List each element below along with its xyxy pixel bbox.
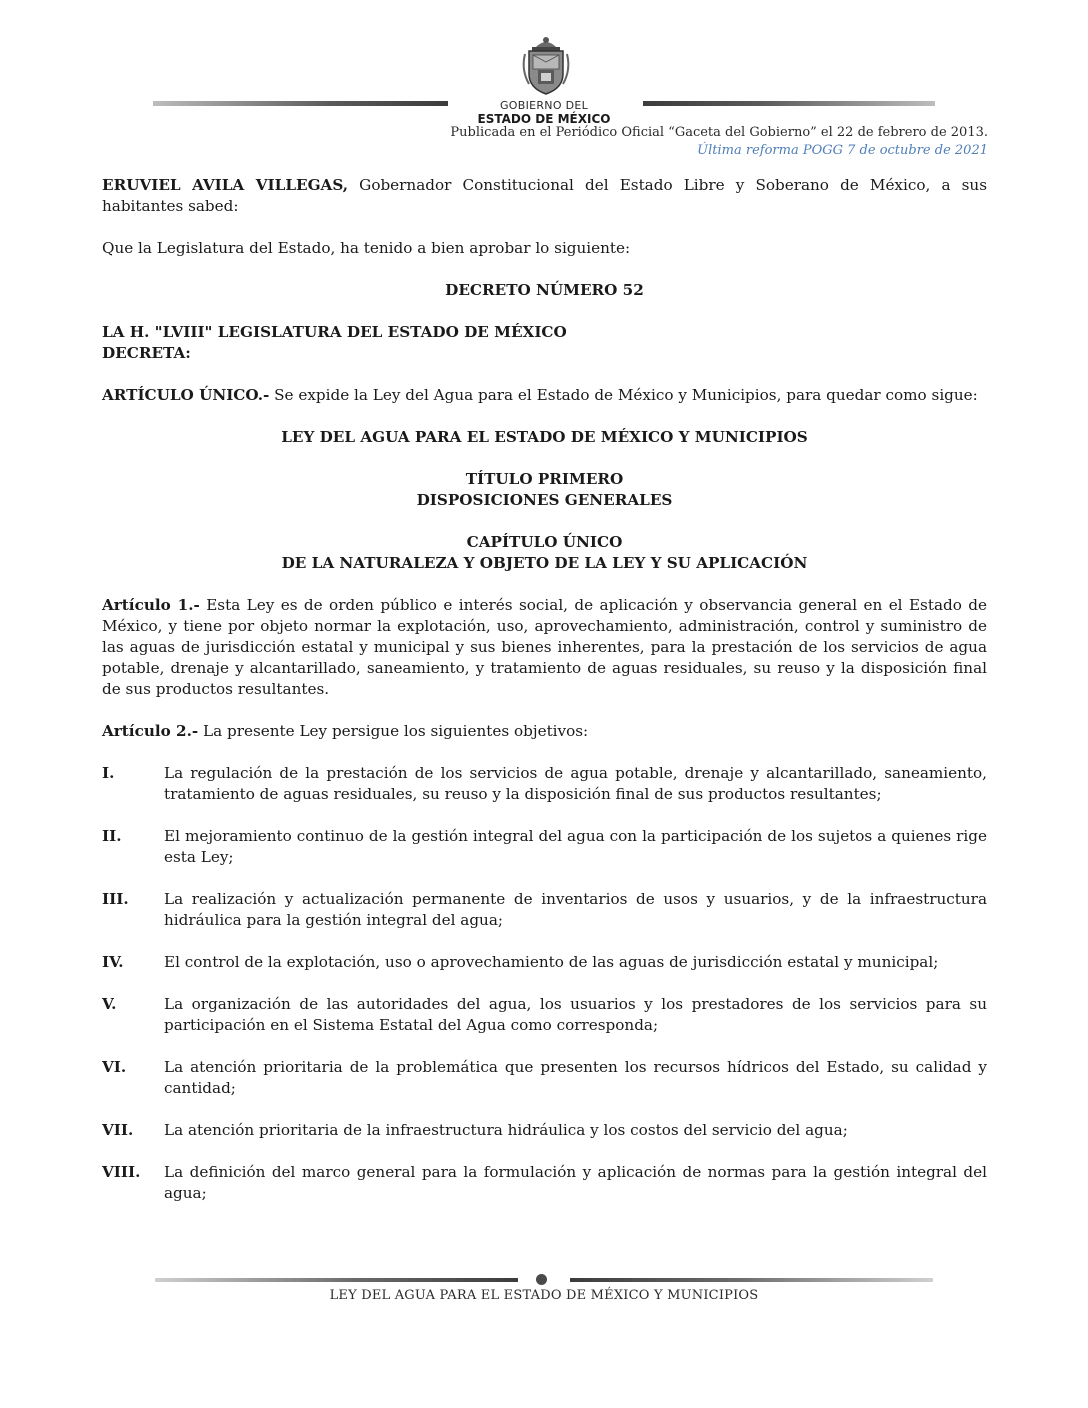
sole-article-text: Se expide la Ley del Agua para el Estado de México y Municipios, para quedar como sigue: [269, 386, 978, 404]
legislature-approval-paragraph: Que la Legislatura del Estado, ha tenido a bien aprobar lo siguiente: [102, 239, 631, 257]
objective-number: III. [102, 890, 129, 908]
document-body [102, 175, 987, 1225]
last-reform-note: Última reforma POGG 7 de octubre de 2021 [697, 143, 988, 158]
objective-text: La regulación de la prestación de los servicios de agua potable, drenaje y alcantarillado, saneamiento, tratamiento de aguas residuales, su reuso y la disposición final de sus productos resultantes; [164, 764, 987, 803]
chapter-subheading: DE LA NATURALEZA Y OBJETO DE LA LEY Y SU APLICACIÓN [281, 554, 808, 572]
publication-note: Publicada en el Periódico Oficial “Gaceta del Gobierno” el 22 de febrero de 2013. [450, 125, 988, 140]
objective-item [102, 1057, 987, 1099]
footer-ornament-dot [536, 1274, 547, 1285]
governor-name: ERUVIEL AVILA VILLEGAS, [102, 176, 349, 194]
objective-text: La realización y actualización permanente de inventarios de usos y usuarios, y de la infraestructura hidráulica para la gestión integral del agua; [164, 890, 987, 929]
objective-number: V. [102, 995, 117, 1013]
objective-text: La organización de las autoridades del agua, los usuarios y los prestadores de los servicios para su participación en el Sistema Estatal del Agua como corresponda; [164, 995, 987, 1034]
state-coat-of-arms-icon [515, 34, 577, 96]
government-name-line2: ESTADO DE MÉXICO [477, 112, 611, 126]
government-name-line1: GOBIERNO DEL [499, 99, 589, 112]
objective-number: II. [102, 827, 122, 845]
title-heading: TÍTULO PRIMERO [465, 470, 624, 488]
decree-number-heading: DECRETO NÚMERO 52 [445, 281, 644, 299]
chapter-heading: CAPÍTULO ÚNICO [466, 533, 623, 551]
header-rule-left [153, 101, 448, 106]
objective-number: IV. [102, 953, 124, 971]
objective-text: El control de la explotación, uso o aprovechamiento de las aguas de jurisdicción estatal y municipal; [164, 953, 939, 971]
article-2-label: Artículo 2.- [102, 722, 199, 740]
objective-number: VII. [102, 1121, 134, 1139]
law-title-heading: LEY DEL AGUA PARA EL ESTADO DE MÉXICO Y MUNICIPIOS [281, 428, 808, 446]
sole-article-label: ARTÍCULO ÚNICO.- [102, 386, 270, 404]
objective-text: La atención prioritaria de la infraestructura hidráulica y los costos del servicio del agua; [164, 1121, 848, 1139]
page-header [0, 0, 1088, 170]
objective-item [102, 826, 987, 868]
article-1-label: Artículo 1.- [102, 596, 200, 614]
footer-rule-right [570, 1278, 933, 1282]
footer-rule-left [155, 1278, 518, 1282]
objective-item [102, 1162, 987, 1204]
objective-text: El mejoramiento continuo de la gestión integral del agua con la participación de los sujetos a quienes rige esta Ley; [164, 827, 987, 866]
objective-item [102, 889, 987, 931]
objective-item [102, 1120, 987, 1141]
legislature-heading: LA H. "LVIII" LEGISLATURA DEL ESTADO DE MÉXICO [102, 323, 567, 341]
objective-number: VI. [102, 1058, 127, 1076]
article-1-text: Esta Ley es de orden público e interés social, de aplicación y observancia general en el Estado de México, y tiene por objeto normar la explotación, uso, aprovechamiento, administración, control y suministro de las aguas de jurisdicción estatal y municipal y sus bienes inherentes, para la prestación de los servicios de agua potable, drenaje y alcantarillado, saneamiento, y tratamiento de aguas residuales, su reuso y la disposición final de sus productos resultantes. [102, 596, 987, 698]
objective-number: VIII. [102, 1163, 141, 1181]
article-2-text: La presente Ley persigue los siguientes objetivos: [198, 722, 589, 740]
objective-text: La definición del marco general para la formulación y aplicación de normas para la gestión integral del agua; [164, 1163, 987, 1202]
article-2-paragraph [102, 721, 987, 742]
objective-text: La atención prioritaria de la problemática que presenten los recursos hídricos del Estado, su calidad y cantidad; [164, 1058, 987, 1097]
objective-number: I. [102, 764, 115, 782]
footer-law-title: LEY DEL AGUA PARA EL ESTADO DE MÉXICO Y MUNICIPIOS [329, 1288, 759, 1303]
header-rule-right [643, 101, 935, 106]
objective-item [102, 994, 987, 1036]
governor-paragraph [102, 175, 987, 217]
governor-text: Gobernador Constitucional del Estado Libre y Soberano de México, a sus habitantes sabed: [102, 176, 987, 215]
objective-item [102, 763, 987, 805]
article-1-paragraph [102, 595, 987, 700]
decrees-heading: DECRETA: [102, 344, 191, 362]
title-subheading: DISPOSICIONES GENERALES [416, 491, 673, 509]
objective-item [102, 952, 987, 973]
sole-article-paragraph [102, 385, 987, 406]
